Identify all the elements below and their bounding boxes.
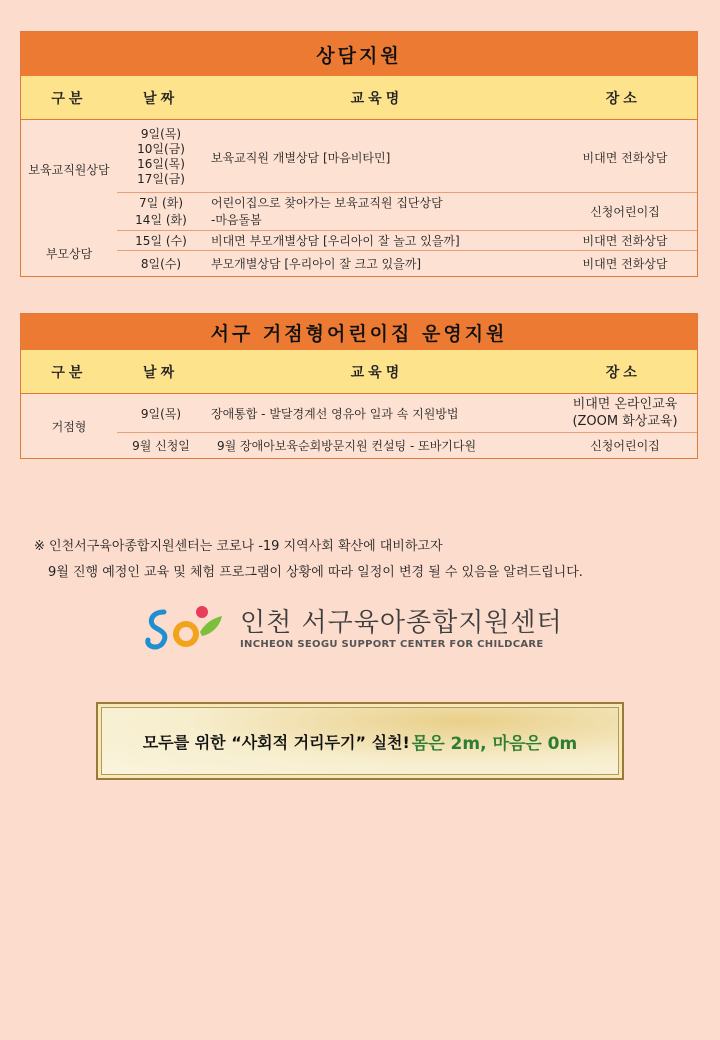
- category-hub: 거점형: [51, 419, 87, 434]
- header-date: 날짜: [143, 364, 179, 381]
- category-parent-counsel: 부모상담: [45, 246, 93, 261]
- hub-table: [20, 313, 698, 459]
- hub-row1-date: 9일(목): [140, 406, 182, 421]
- header-place: 장소: [605, 90, 641, 107]
- notice-line1: ※ 인천서구육아종합지원센터는 코로나 -19 지역사회 확산에 대비하고자: [34, 539, 443, 554]
- seogu-logo-icon: [142, 602, 226, 654]
- row3-program: 비대면 부모개별상담 [우리아이 잘 놀고 있을까]: [211, 234, 460, 248]
- header-category: 구분: [51, 90, 87, 107]
- counsel-header-row: [21, 76, 697, 120]
- counsel-body: [21, 120, 697, 276]
- logo-english-name: INCHEON SEOGU SUPPORT CENTER FOR CHILDCARE: [240, 638, 544, 650]
- row2-place: 신청어린이집: [590, 205, 660, 219]
- row2-program: 어린이집으로 찾아가는 보육교직원 집단상담 -마음돌봄: [211, 195, 443, 227]
- notice-text: [34, 534, 583, 586]
- hub-title: 서구 거점형어린이집 운영지원: [21, 314, 697, 350]
- logo-korean-name: 인천 서구육아종합지원센터: [240, 607, 563, 638]
- header-date: 날짜: [143, 90, 179, 107]
- notice-line2: 9월 진행 예정인 교육 및 체험 프로그램이 상황에 따라 일정이 변경 될 수 있음을 알려드립니다.: [48, 565, 583, 580]
- row4-date: 8일(수): [140, 257, 182, 271]
- banner-text: 모두를 위한 “사회적 거리두기” 실천!: [142, 732, 410, 752]
- hub-row1-program: 장애통합 - 발달경계선 영유아 일과 속 지원방법: [211, 406, 459, 421]
- header-program: 교육명: [350, 364, 404, 381]
- center-logo: [142, 602, 563, 654]
- row2-dates: 7일 (화) 14일 (화): [135, 195, 187, 227]
- banner-highlight: 몸은 2m, 마음은 0m: [411, 733, 578, 754]
- row4-program: 부모개별상담 [우리아이 잘 크고 있을까]: [211, 257, 422, 271]
- counsel-title: 상담지원: [21, 32, 697, 76]
- hub-body: [21, 394, 697, 458]
- category-teacher-counsel: 보육교직원상담: [28, 163, 110, 177]
- row1-place: 비대면 전화상담: [582, 150, 668, 165]
- distancing-banner: [96, 702, 624, 780]
- header-program: 교육명: [350, 90, 404, 107]
- counsel-table: [20, 31, 698, 277]
- hub-row2-date: 9월 신청일: [132, 439, 190, 453]
- row1-dates: 9일(목) 10일(금) 16일(목) 17일(금): [137, 127, 185, 186]
- hub-row1-place: 비대면 온라인교육 (ZOOM 화상교육): [572, 397, 678, 429]
- row3-place: 비대면 전화상담: [582, 234, 668, 248]
- header-category: 구분: [51, 364, 87, 381]
- row3-date: 15일 (수): [135, 234, 187, 248]
- hub-row2-program: 9월 장애아보육순회방문지원 컨설팅 - 또바기다원: [217, 439, 477, 453]
- hub-header-row: [21, 350, 697, 394]
- hub-row2-place: 신청어린이집: [590, 439, 660, 453]
- header-place: 장소: [605, 364, 641, 381]
- row1-program: 보육교직원 개별상담 [마음비타민]: [211, 150, 391, 165]
- row4-place: 비대면 전화상담: [582, 257, 668, 271]
